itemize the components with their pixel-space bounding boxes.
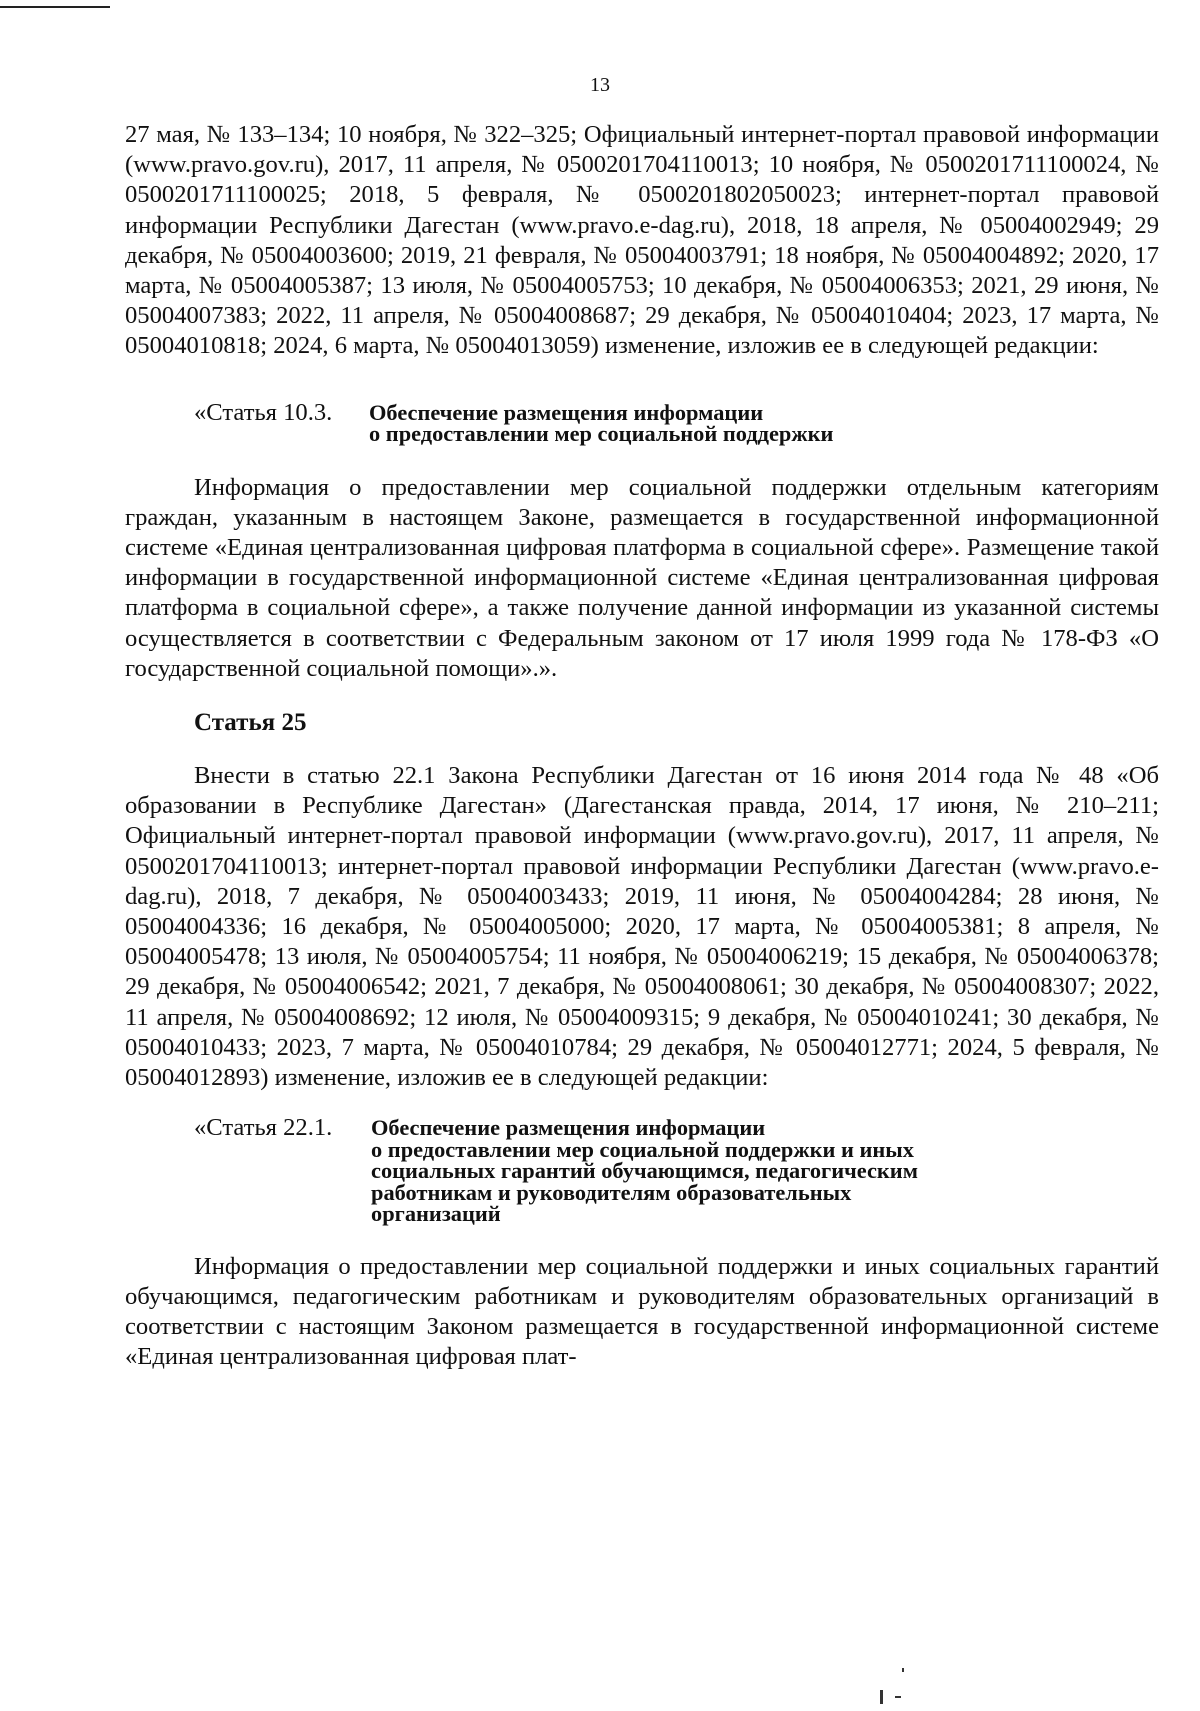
article-10-3-title-line-2: о предоставлении мер социальной поддержки bbox=[369, 421, 834, 447]
document-body bbox=[125, 120, 1159, 1373]
scan-artifact-mark bbox=[880, 1690, 883, 1704]
intro-paragraph: 27 мая, № 133–134; 10 ноября, № 322–325; Официальный интернет-портал правовой информации (www.pravo.gov.ru), 2017, 11 апреля, № 0500201704110013; 10 ноября, № 0500201711100024, № 0500201711100025; 2018, 5 февраля, № 0500201802050023; интернет-портал правовой информации Республики Дагестан (www.pravo.e-dag.ru), 2018, 18 апреля, № 05004002949; 29 декабря, № 05004003600; 2019, 21 февраля, № 05004003791; 18 ноября, № 05004004892; 2020, 17 марта, № 05004005387; 13 июля, № 05004005753; 10 декабря, № 05004006353; 2021, 29 июня, № 05004007383; 2022, 11 апреля, № 05004008687; 29 декабря, № 05004010404; 2023, 17 марта, № 05004010818; 2024, 6 марта, № 05004013059) изменение, изложив ее в следующей редакции: bbox=[125, 121, 1159, 360]
article-25-body: Внести в статью 22.1 Закона Республики Дагестан от 16 июня 2014 года № 48 «Об образовании в Республике Дагестан» (Дагестанская правда, 2014, 17 июня, № 210–211; Официальный интернет-портал правовой информации (www.pravo.gov.ru), 2017, 11 апреля, № 0500201704110013; интернет-портал правовой информации Республики Дагестан (www.pravo.e-dag.ru), 2018, 7 декабря, № 05004003433; 2019, 11 июня, № 05004004284; 28 июня, № 05004004336; 16 декабря, № 05004005000; 2020, 17 марта, № 05004005381; 8 апреля, № 05004005478; 13 июля, № 05004005754; 11 ноября, № 05004006219; 15 декабря, № 05004006378; 29 декабря, № 05004006542; 2021, 7 декабря, № 05004008061; 30 декабря, № 05004008307; 2022, 11 апреля, № 05004008692; 12 июля, № 05004009315; 9 декабря, № 05004010241; 30 декабря, № 05004010433; 2023, 7 марта, № 05004010784; 29 декабря, № 05004012771; 2024, 5 февраля, № 05004012893) изменение, изложив ее в следующей редакции: bbox=[125, 762, 1159, 1092]
article-10-3-label: «Статья 10.3. bbox=[194, 398, 333, 426]
scan-artifact-mark bbox=[895, 1696, 901, 1698]
article-10-3-title-line-1: Обеспечение размещения информации bbox=[369, 399, 764, 425]
page-number: 13 bbox=[590, 74, 610, 96]
article-22-1-title-line-5: организаций bbox=[371, 1201, 501, 1227]
article-22-1-title-line-3: социальных гарантий обучающимся, педагогическим bbox=[371, 1158, 918, 1184]
article-10-3-heading bbox=[194, 398, 1159, 445]
article-22-1-title bbox=[371, 1113, 918, 1225]
article-22-1-label: «Статья 22.1. bbox=[194, 1114, 333, 1142]
article-22-1-title-line-4: работникам и руководителям образовательных bbox=[371, 1179, 852, 1205]
article-22-1-heading bbox=[194, 1113, 1159, 1225]
article-10-3-body: Информация о предоставлении мер социальной поддержки отдельным категориям граждан, указанным в настоящем Законе, размещается в государственной информационной системе «Единая централизованная цифровая платформа в социальной сфере». Размещение такой информации в государственной информационной системе «Единая централизованная цифровая платформа в социальной сфере», а также получение данной информации из указанной системы осуществляется в соответствии с Федеральным законом от 17 июля 1999 года № 178-ФЗ «О государственной социальной помощи».». bbox=[125, 473, 1159, 682]
scan-artifact-line bbox=[0, 6, 110, 8]
scan-artifact-dot bbox=[902, 1668, 904, 1672]
article-22-1-title-line-2: о предоставлении мер социальной поддержки и иных bbox=[371, 1136, 914, 1162]
article-25-heading: Статья 25 bbox=[194, 709, 307, 737]
article-22-1-title-line-1: Обеспечение размещения информации bbox=[371, 1115, 766, 1141]
article-22-1-body: Информация о предоставлении мер социальной поддержки и иных социальных гарантий обучающимся, педагогическим работникам и руководителям образовательных организаций в соответствии с настоящим Законом размещается в государственной информационной системе «Единая централизованная цифровая плат- bbox=[125, 1252, 1159, 1371]
article-10-3-title bbox=[369, 398, 833, 445]
